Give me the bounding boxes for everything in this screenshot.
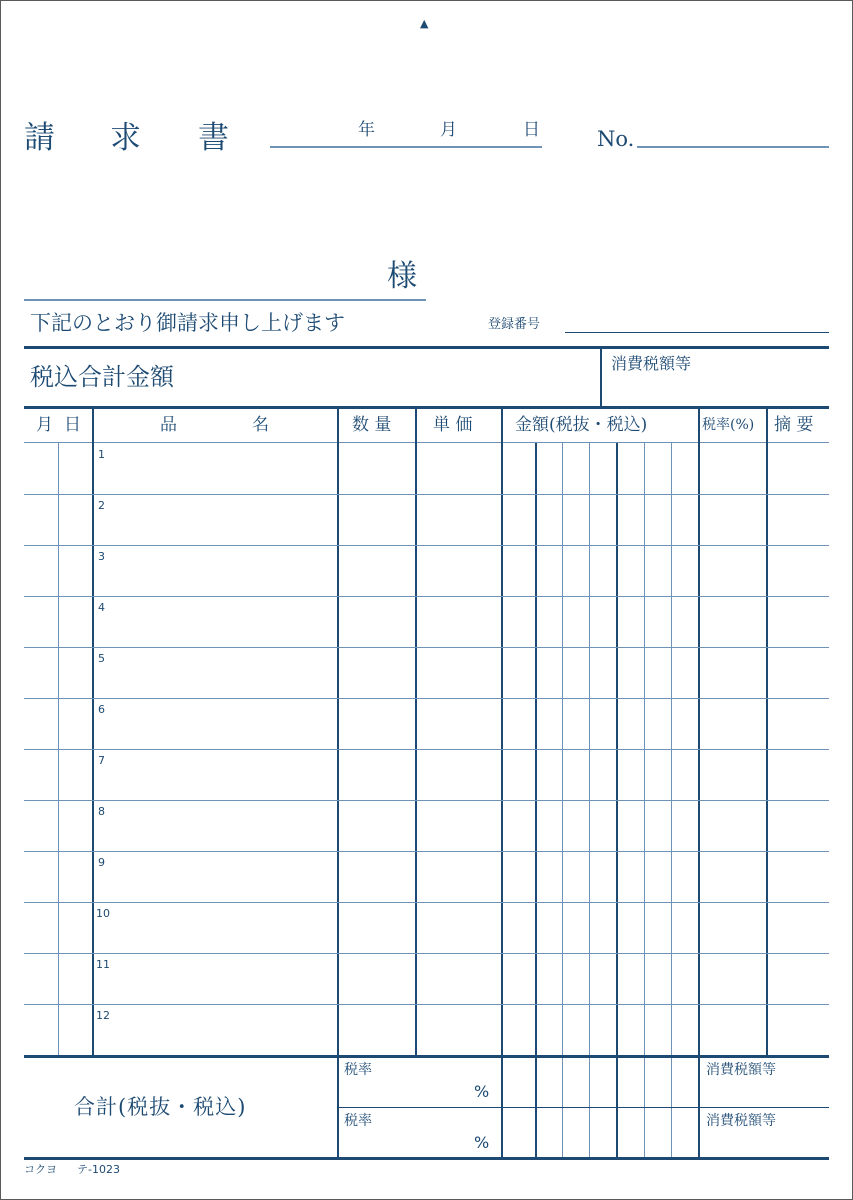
consumption-tax-label-2: 消費税額等 <box>706 1113 776 1129</box>
row-divider <box>24 902 829 903</box>
percent-sign-2: % <box>474 1133 490 1152</box>
row-number: 4 <box>98 601 105 614</box>
divider <box>766 409 768 1056</box>
title-char-2: 求 <box>110 120 141 156</box>
date-month-label: 月 <box>440 120 457 140</box>
date-year-label: 年 <box>358 120 375 140</box>
consumption-tax-field[interactable] <box>602 349 829 406</box>
row-number: 8 <box>98 805 105 818</box>
recipient-field[interactable] <box>24 299 426 301</box>
consumption-tax-label-1: 消費税額等 <box>706 1062 776 1078</box>
divider <box>24 406 829 409</box>
row-divider <box>24 545 829 546</box>
row-divider <box>24 596 829 597</box>
row-number: 6 <box>98 703 105 716</box>
row-number: 1 <box>98 448 105 461</box>
row-number: 11 <box>96 958 110 971</box>
divider <box>415 409 417 1056</box>
row-number: 9 <box>98 856 105 869</box>
header-item-name-2: 名 <box>252 415 269 435</box>
header-month: 月 <box>36 415 53 435</box>
row-number: 10 <box>96 907 110 920</box>
divider <box>24 1157 829 1160</box>
header-quantity: 数 量 <box>352 415 392 435</box>
row-number: 2 <box>98 499 105 512</box>
consumption-tax-field-2[interactable] <box>700 1108 829 1157</box>
divider <box>92 409 94 1056</box>
divider <box>337 409 339 1158</box>
divider <box>24 442 829 443</box>
header-remarks: 摘 要 <box>774 415 814 435</box>
row-number: 12 <box>96 1009 110 1022</box>
number-field[interactable] <box>637 146 829 148</box>
header-item-name-1: 品 <box>160 415 177 435</box>
consumption-tax-label: 消費税額等 <box>611 354 692 373</box>
row-number: 3 <box>98 550 105 563</box>
date-day-label: 日 <box>523 120 540 140</box>
percent-sign-1: % <box>474 1082 490 1101</box>
date-field[interactable] <box>270 146 542 148</box>
tax-rate-field-1[interactable] <box>339 1058 501 1107</box>
totals-label: 合計(税抜・税込) <box>74 1095 247 1119</box>
title-char-1: 請 <box>24 120 55 156</box>
row-divider <box>24 647 829 648</box>
row-divider <box>24 851 829 852</box>
tax-rate-label-1: 税率 <box>344 1062 372 1078</box>
row-divider <box>24 1004 829 1005</box>
product-code: テ-1023 <box>77 1163 120 1176</box>
triangle-marker-icon: ▲ <box>420 17 429 30</box>
row-number: 7 <box>98 754 105 767</box>
recipient-suffix: 様 <box>387 259 417 294</box>
header-tax-rate: 税率(%) <box>702 417 755 433</box>
divider <box>501 409 503 1158</box>
brand-label: コクヨ <box>24 1163 57 1176</box>
row-divider <box>24 698 829 699</box>
divider <box>698 409 700 1158</box>
row-divider <box>24 953 829 954</box>
row-number: 5 <box>98 652 105 665</box>
header-amount: 金額(税抜・税込) <box>515 415 648 435</box>
total-with-tax-label: 税込合計金額 <box>30 363 174 391</box>
intro-text: 下記のとおり御請求申し上げます <box>30 311 345 335</box>
row-divider <box>24 749 829 750</box>
consumption-tax-field-1[interactable] <box>700 1058 829 1107</box>
number-label: No. <box>597 127 635 151</box>
registration-field[interactable] <box>565 332 829 333</box>
tax-rate-field-2[interactable] <box>339 1108 501 1157</box>
registration-label: 登録番号 <box>488 317 541 332</box>
tax-rate-label-2: 税率 <box>344 1113 372 1129</box>
header-day: 日 <box>64 415 81 435</box>
header-unit-price: 単 価 <box>433 415 473 435</box>
total-with-tax-field[interactable] <box>24 349 600 406</box>
title-char-3: 書 <box>198 120 229 156</box>
row-divider <box>24 494 829 495</box>
row-divider <box>24 800 829 801</box>
